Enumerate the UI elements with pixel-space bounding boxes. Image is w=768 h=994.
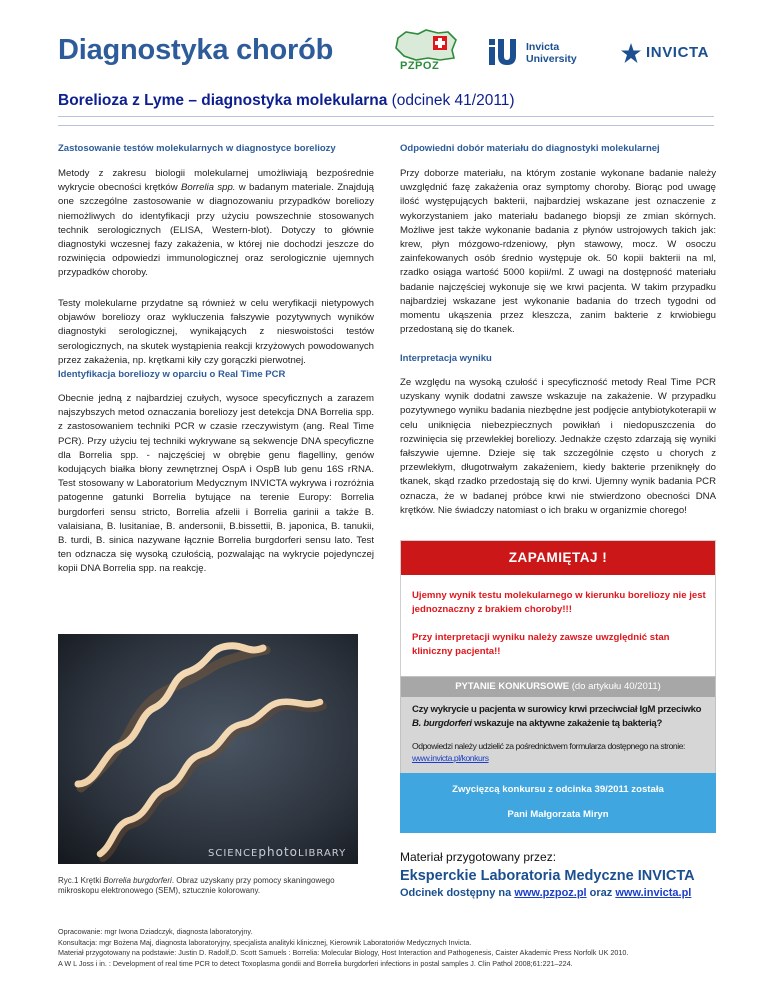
article-subtitle — [58, 92, 515, 110]
footer-reference-1: Materiał przygotowany na podstawie: Justin D. Radolf,D. Scott Samuels : Borrelia: Molecular Biology, Host Interaction and Pathogenesis, Caister Akademic Press Norfolk UK 2010. — [58, 948, 629, 957]
header-divider-2 — [58, 125, 714, 126]
section-heading-real-time-pcr: Identyfikacja boreliozy w oparciu o Real Time PCR — [58, 369, 286, 380]
iu-logo-line2: University — [526, 53, 577, 65]
paragraph-interpretation: Ze względu na wysoką czułość i specyficzność metody Real Time PCR uzyskany wynik dodatni zawsze wskazuje na zakażenie. W przypadku pozytywnego wyniku badania niezbędne jest podjęcie antybiotykoterapii w celu uniknięcia niebezpiecznych powikłań i niedopuszczenia do rozwinięcia się przewlekłej boreliozy. Jednakże często zdarzają się wyniki fałszywie ujemne. Dzieje się tak szczególnie często u chorych z przewlekłym, długotrwałym zakażeniem, kiedy bakterie przeniknęły do tkanek, skąd rzadko przedostają się do krwi. Ujemny wynik badania PCR oznacza, że w badanej próbce krwi nie stwierdzono obecności DNA krętków. Nie świadczy natomiast o ich braku w organizmie chorego! — [400, 377, 716, 516]
invicta-logo-text: INVICTA — [646, 44, 710, 61]
section-heading-molecular-tests: Zastosowanie testów molekularnych w diagnostyce boreliozy — [58, 143, 336, 154]
remember-point-2: Przy interpretacji wyniku należy zawsze uwzględnić stan kliniczny pacjenta!! — [412, 632, 670, 657]
footer-consultant: Konsultacja: mgr Bożena Maj, diagnosta laboratoryjny, specjalista analityki klinicznej, Kierownik Laboratoriów Medycznych Invicta. — [58, 937, 472, 947]
spirochete-image — [58, 634, 358, 864]
pzpoz-link[interactable]: www.pzpoz.pl — [514, 887, 587, 899]
photo-watermark: SCIENCEphotoLIBRARY — [208, 845, 347, 859]
paragraph-material: Przy doborze materiału, na którym zostanie wykonane badanie należy uwzględnić fazę zakażenia oraz symptomy choroby. Biorąc pod uwagę ilość występujących bakterii, najbardziej wskazane jest oznaczenie z wykorzystaniem jako materiału badanego biopsji ze zmian skórnych. Możliwe jest także wykonanie badania z płynów ustrojowych takich jak: krew, płyn mózgowo-rdzeniowy, płyn stawowy, mocz. W osoczu zainfekowanych osób średnio występuje ok. 50 kopii bakterii na ml, rzadko osiąga wartość 5000 kopii/ml. Z uwagi na dostępność materiału badanie najczęściej wykonuje się we krwi pacjenta. W takim przypadku najbardziej wskazane jest wykonanie badania do trzech tygodni od momentu ukąszenia przez kleszcza, zanim bakterie z krwiobiegu przedostaną się do tkanek. — [400, 168, 716, 336]
prepared-by-org: Eksperckie Laboratoria Medyczne INVICTA — [400, 868, 695, 884]
contest-winner-box — [400, 773, 716, 833]
invicta-link[interactable]: www.invicta.pl — [615, 887, 692, 899]
iu-logo-line1: Invicta — [526, 41, 560, 53]
footer-reference-2: A W L Joss i in. : Development of real time PCR to detect Toxoplasma gondii and Borrelia burgdorferi infections in postal samples J. Clin Pathol 2008;61:221–224. — [58, 958, 573, 968]
contest-question-box — [400, 676, 716, 774]
contest-question-text: Czy wykrycie u pacjenta w surowicy krwi przeciwciał IgM przeciwko B. burgdorferi wskazuje na aktywne zakażenie tą bakterią? — [412, 704, 702, 729]
borrelia-sem-photo — [58, 634, 358, 864]
contest-link[interactable]: www.invicta.pl/konkurs — [412, 753, 489, 763]
header-divider — [58, 116, 714, 117]
page-title: Diagnostyka chorób — [58, 34, 334, 66]
footer-author: Opracowanie: mgr Iwona Dziadczyk, diagnosta laboratoryjny. — [58, 927, 253, 936]
winner-announcement: Zwycięzcą konkursu z odcinka 39/2011 została — [452, 784, 664, 795]
section-heading-interpretation: Interpretacja wyniku — [400, 353, 492, 364]
invicta-star-icon — [620, 42, 642, 64]
invicta-logo[interactable] — [620, 38, 720, 68]
contest-answer-instructions: Odpowiedzi należy udzielić za pośrednictwem formularza dostępnego na stronie: www.invicta.pl/konkurs — [412, 741, 685, 763]
paragraph-molecular-tests-1: Metody z zakresu biologii molekularnej umożliwiają bezpośrednie wykrycie obecności krętków Borrelia spp. w badanym materiale. Znajdują one szczególne zastosowanie w diagnozowaniu przypadków boreliozy niemożliwych do identyfikacji przy użyciu powszechnie stosowanych technik serologicznych (ELISA, Western-blot). Dotyczy to głównie diagnostyki wczesnej fazy zakażenia, w której nie dochodzi jeszcze do rozwinięcia odpowiedzi immunologicznej oraz serologicznie ujemnych przypadków choroby. — [58, 168, 374, 279]
winner-name: Pani Małgorzata Miryn — [507, 809, 609, 820]
section-heading-material: Odpowiedni dobór materiału do diagnostyki molekularnej — [400, 143, 660, 154]
remember-point-1: Ujemny wynik testu molekularnego w kierunku boreliozy nie jest jednoznaczny z brakiem choroby!!! — [412, 590, 706, 615]
paragraph-molecular-tests-2: Testy molekularne przydatne są również w celu weryfikacji nietypowych objawów boreliozy oraz wykluczenia fałszywie pozytywnych wyników diagnostyki serologicznej, wynikających z nieswoistości testów serologicznych, na skutek wystąpienia reakcji krzyżowych powodowanych przez zakażenia, np. krętkami kiły czy gorączki pierwotnej. — [58, 298, 374, 366]
remember-box — [400, 540, 716, 677]
photo-caption: Ryc.1 Krętki Borrelia burgdorferi. Obraz uzyskany przy pomocy skaningowego mikroskopu elektronowego (SEM), sztucznie kolorowany. — [58, 876, 335, 895]
contest-question-heading: PYTANIE KONKURSOWE (do artykułu 40/2011) — [401, 677, 715, 697]
pzpoz-logo[interactable] — [392, 28, 462, 76]
poland-map-icon — [392, 28, 462, 62]
footer-credits — [58, 927, 728, 969]
episode-availability: Odcinek dostępny na www.pzpoz.pl oraz www.invicta.pl — [400, 887, 692, 899]
subtitle-main: Borelioza z Lyme – diagnostyka molekularna — [58, 92, 388, 109]
invicta-university-logo[interactable] — [488, 34, 608, 74]
pzpoz-logo-text: PZPOZ — [400, 60, 440, 72]
remember-title: ZAPAMIĘTAJ ! — [401, 541, 715, 575]
prepared-by-label: Materiał przygotowany przez: — [400, 850, 557, 864]
iu-logo-icon — [488, 36, 520, 68]
subtitle-episode: (odcinek 41/2011) — [387, 92, 515, 109]
paragraph-real-time-pcr: Obecnie jedną z najbardziej czułych, wysoce specyficznych a zarazem najszybszych metod oznaczania boreliozy jest detekcja DNA Borrelia spp. z zastosowaniem techniki PCR w czasie rzeczywistym (ang. Real Time PCR). Przy użyciu tej techniki wykrywane są sekwencje DNA specyficzne dla Borrelia spp. - najczęściej w obrębie genu flagelliny, genów kodujących białka błony zewnętrznej OspA i OspB lub genu 16S rRNA. Test stosowany w Laboratorium Medycznym INVICTA wykrywa i rozróżnia patogenne gatunki Borrelia bytujące na terenie Europy: Borrelia burgdorferi sensu stricto, Borrelia afzelii i Borrelia garinii a także B. valaisiana, B. lusitaniae, B. andersonii, B.bissettii, B. japonica, B. tanukii, B. turdi, B. sinica nazywane łącznie Borrelia burgdorferi sensu lato. Test ten odznacza się wysoką czułością, pozwalając na wykrycie pojedynczej kopii DNA Borrelia spp. na reakcję. — [58, 393, 374, 575]
